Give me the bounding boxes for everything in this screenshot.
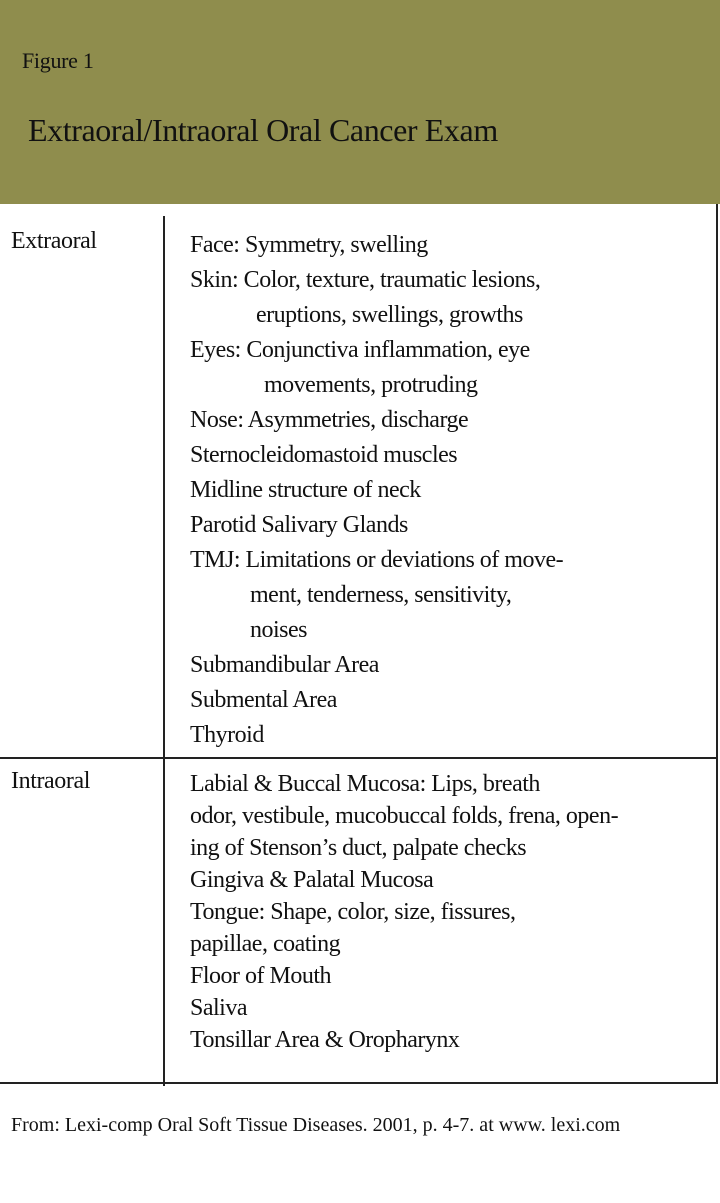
list-item: Midline structure of neck	[190, 477, 421, 503]
exam-table	[0, 204, 718, 1084]
list-item: TMJ: Limitations or deviations of move-	[190, 547, 564, 573]
list-item: Nose: Asymmetries, discharge	[190, 407, 469, 433]
list-item: Thyroid	[190, 722, 264, 748]
list-item: Sternocleidomastoid muscles	[190, 442, 458, 468]
list-item: movements, protruding	[264, 372, 478, 398]
list-item: Skin: Color, texture, traumatic lesions,	[190, 267, 541, 293]
source-citation: From: Lexi-comp Oral Soft Tissue Diseases. 2001, p. 4-7. at www. lexi.com	[11, 1114, 621, 1136]
list-item: Submandibular Area	[190, 652, 379, 678]
figure-title: Extraoral/Intraoral Oral Cancer Exam	[28, 112, 498, 148]
list-item: ment, tenderness, sensitivity,	[250, 582, 512, 608]
list-item: Tonsillar Area & Oropharynx	[190, 1027, 460, 1053]
list-item: Floor of Mouth	[190, 963, 332, 989]
list-item: Saliva	[190, 995, 247, 1021]
list-item: eruptions, swellings, growths	[256, 302, 523, 328]
list-item: Face: Symmetry, swelling	[190, 232, 428, 258]
row-divider	[0, 757, 716, 759]
extraoral-items	[190, 228, 563, 753]
intraoral-label: Intraoral	[11, 768, 91, 794]
list-item: Eyes: Conjunctiva inflammation, eye	[190, 337, 530, 363]
intraoral-items	[190, 768, 618, 1056]
list-item: Labial & Buccal Mucosa: Lips, breath	[190, 771, 540, 797]
figure-header	[0, 0, 720, 204]
list-item: noises	[250, 617, 307, 643]
list-item: ing of Stenson’s duct, palpate checks	[190, 835, 527, 861]
list-item: papillae, coating	[190, 931, 341, 957]
column-divider	[163, 216, 165, 1086]
list-item: Parotid Salivary Glands	[190, 512, 408, 538]
list-item: Gingiva & Palatal Mucosa	[190, 867, 434, 893]
table-bottom-border	[0, 1082, 716, 1084]
list-item: Tongue: Shape, color, size, fissures,	[190, 899, 516, 925]
figure-number: Figure 1	[22, 48, 94, 73]
extraoral-label: Extraoral	[11, 228, 97, 254]
list-item: odor, vestibule, mucobuccal folds, frena, open-	[190, 803, 619, 829]
list-item: Submental Area	[190, 687, 337, 713]
